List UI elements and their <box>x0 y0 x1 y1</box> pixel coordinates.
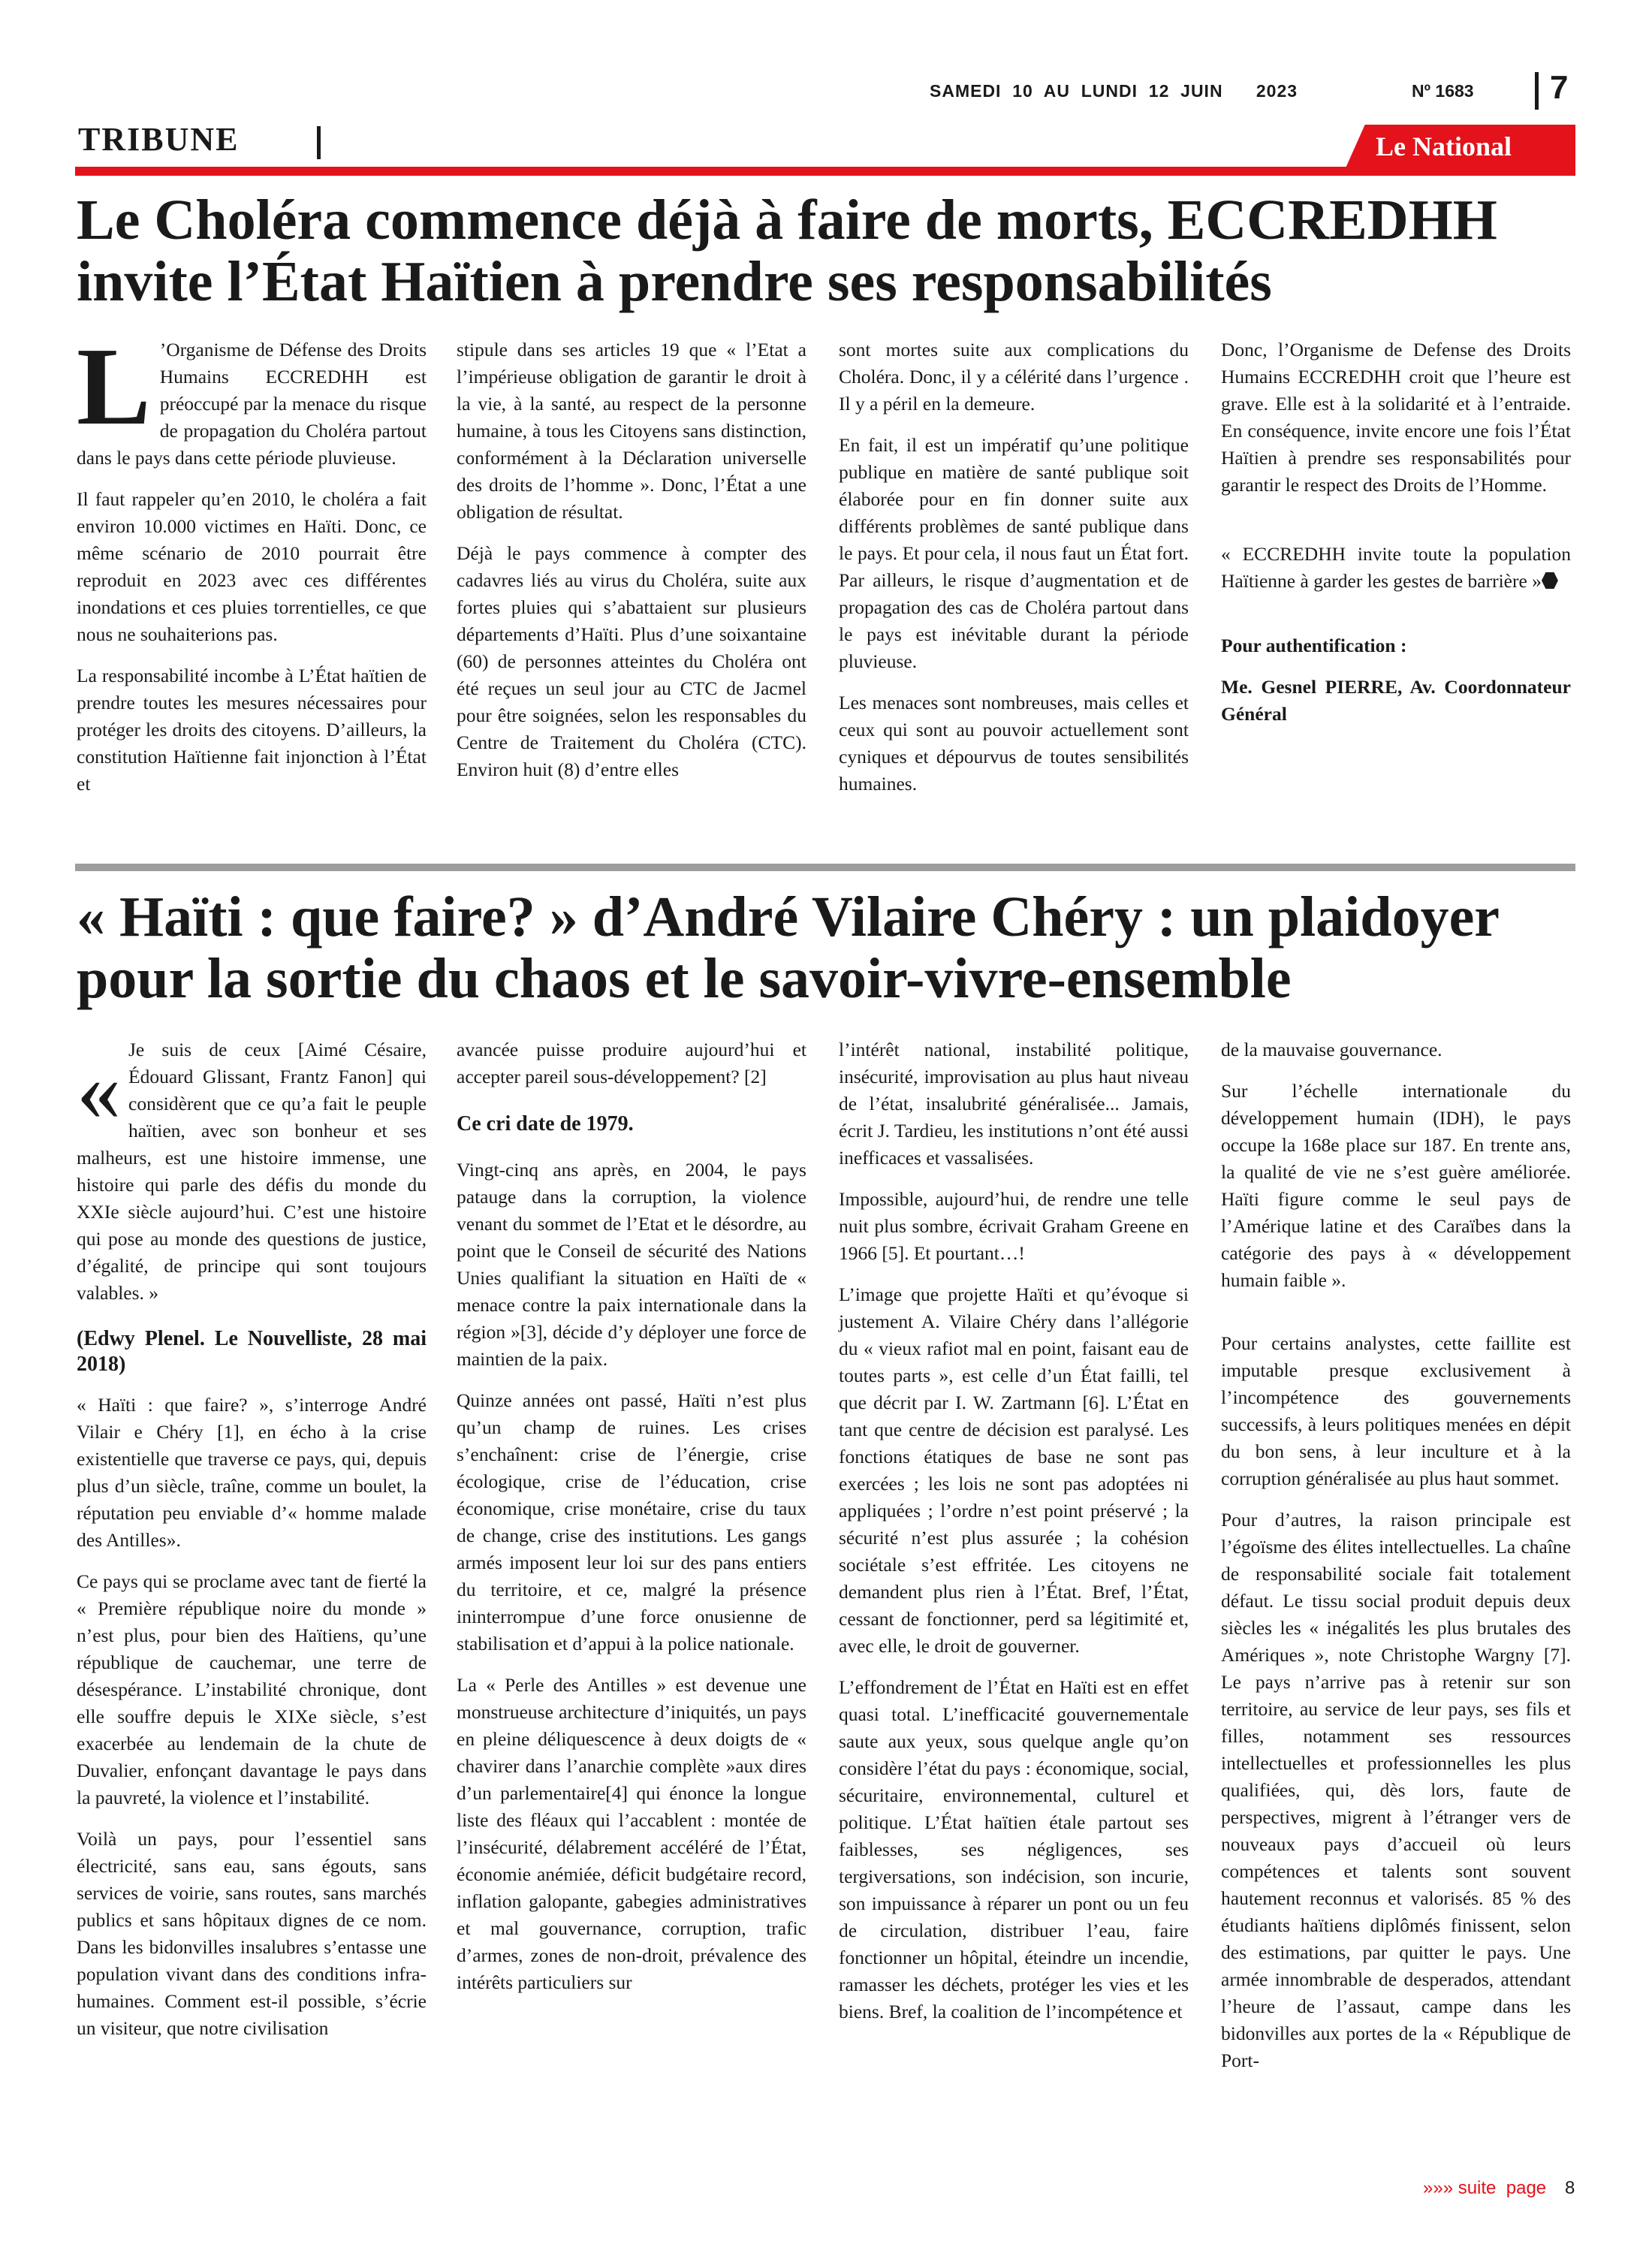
article-2-paragraph: l’intérêt national, instabilité politique, insécurité, improvisation au plus haut niveau de l’état, insalubrité généralisée... Jamais, écrit J. Tardieu, les institutions n’ont été aussi inefficaces et vassalisées. <box>839 1039 1189 1169</box>
section-divider <box>317 126 321 159</box>
article-2-paragraph: Ce pays qui se proclame avec tant de fierté la « Première république noire du monde » n’est plus, pour bien des Haïtiens, qu’une république de cauchemar, une terre de désespérance. L’instabilité chronique, dont elle souffre depuis le XIXe siècle, s’est exacerbée au lendemain de la chute de Duvalier, enfonçant davantage le pays dans la pauvreté, la violence et l’instabilité. <box>77 1570 427 1808</box>
epigraph-source: (Edwy Plenel. Le Nouvelliste, 28 mai 2018) <box>77 1327 427 1376</box>
quote-text: « ECCREDHH invite toute la population Haïtienne à garder les gestes de barrière » <box>1221 543 1571 592</box>
article-2-column-3 <box>839 1036 1189 2025</box>
article-1-paragraph <box>77 325 427 472</box>
article-2-column-1 <box>77 1036 427 2042</box>
article-2-headline: « Haïti : que faire? » d’André Vilaire Chéry : un plaidoyer pour la sortie du chaos et le savoir-vivre-ensemble <box>77 885 1499 1010</box>
issue-date: SAMEDI 10 AU LUNDI 12 JUIN 2023 <box>930 81 1298 101</box>
authentication-name: Me. Gesnel PIERRE, Av. Coordonnateur Général <box>1221 676 1571 725</box>
article-2-paragraph: Impossible, aujourd’hui, de rendre une telle nuit plus sombre, écrivait Graham Greene en 1966 [5]. Et pourtant…! <box>839 1188 1189 1264</box>
quote-drop-mark: « <box>77 1041 121 1139</box>
article-divider <box>75 864 1575 871</box>
article-2-paragraph: avancée puisse produire aujourd’hui et accepter pareil sous-développement? [2] <box>457 1039 806 1087</box>
article-2-paragraph: Voilà un pays, pour l’essentiel sans électricité, sans eau, sans égouts, sans services de voirie, sans routes, sans marchés publics et sans hôpitaux dignes de ce nom. Dans les bidonvilles insalubres s’entasse une population vivant dans des conditions infra-humaines. Comment est-il possible, s’écrie un visiteur, que notre civilisation <box>77 1828 427 2039</box>
issue-number: Nº 1683 <box>1412 81 1474 101</box>
article-2-paragraph: Vingt-cinq ans après, en 2004, le pays patauge dans la corruption, la violence venant du sommet de l’Etat et le désordre, au point que le Conseil de sécurité des Nations Unies qualifiant la situation en Haïti de « menace contre la paix internationale dans la région »[3], décide d’y déployer une force de maintien de la paix. <box>457 1159 806 1370</box>
article-2-subheading: Ce cri date de 1979. <box>457 1112 634 1136</box>
epigraph <box>77 1036 427 1307</box>
page-number: 7 <box>1550 69 1569 106</box>
article-1-column-1 <box>77 325 427 798</box>
article-1-paragraph: stipule dans ses articles 19 que « l’Etat a l’impérieuse obligation de garantir le droit à la vie, à la santé, au respect de la personne humaine, à tous les Citoyens sans distinction, conformément à la Déclaration universelle des droits de l’homme ». Donc, l’État a une obligation de résultat. <box>457 339 806 523</box>
newspaper-brand: Le National <box>1376 131 1512 161</box>
article-1-paragraph: Déjà le pays commence à compter des cadavres liés au virus du Choléra, suite aux fortes pluies qui s’abattaient sur plusieurs départements d’Haïti. Plus d’une soixantaine (60) de personnes atteintes du Choléra ont été reçues un seul jour au CTC de Jacmel pour être soignées, selon les responsables du Centre de Traitement du Choléra (CTC). Environ huit (8) d’entre elles <box>457 542 806 780</box>
paragraph-text: ’Organisme de Défense des Droits Humains ECCREDHH est préoccupé par la menace du risque de propagation du Choléra partout dans le pays dans cette période pluvieuse. <box>77 339 427 469</box>
article-1-paragraph: Il faut rappeler qu’en 2010, le choléra a fait environ 10.000 victimes en Haïti. Donc, ce même scénario de 2010 pourrait être reproduit en 2023 avec ces différentes inondations et ces pluies torrentielles, ce que nous ne souhaiterions pas. <box>77 488 427 645</box>
article-1-headline: Le Choléra commence déjà à faire de morts, ECCREDHH invite l’État Haïtien à prendre ses responsabilités <box>77 189 1497 313</box>
continued-on-label: »»» suite page <box>1423 2178 1547 2198</box>
article-2-paragraph: Sur l’échelle internationale du développement humain (IDH), le pays occupe la 168e place sur 187. En trente ans, la qualité de vie ne s’est guère améliorée. Haïti figure comme le seul pays de l’Amérique latine et des Caraïbes dans la catégorie des pays à « développement humain faible ». <box>1221 1080 1571 1291</box>
end-mark-icon <box>1542 572 1558 589</box>
article-1-paragraph: En fait, il est un impératif qu’une politique publique en matière de santé publique soit élaborée pour en fin donner suite aux différents problèmes de santé publique dans le pays. Et pour cela, il nous faut un État fort. Par ailleurs, le risque d’augmentation et de propagation des cas de Choléra partout dans le pays est inévitable durant la période pluvieuse. <box>839 434 1189 672</box>
article-1-column-3 <box>839 336 1189 798</box>
article-1-paragraph: sont mortes suite aux complications du Choléra. Donc, il y a célérité dans l’urgence . Il y a péril en la demeure. <box>839 339 1189 415</box>
authentication-label: Pour authentification : <box>1221 635 1407 656</box>
article-1-paragraph: La responsabilité incombe à L’État haïtien de prendre toutes les mesures nécessaires pour protéger les droits des citoyens. D’ailleurs, la constitution Haïtienne fait injonction à l’État et <box>77 665 427 795</box>
article-1-quote <box>1221 541 1571 595</box>
epigraph-text: Je suis de ceux [Aimé Césaire, Édouard Glissant, Frantz Fanon] qui considèrent que ce qu’a fait le peuple haïtien, avec son bonheur et ses malheurs, est une histoire immense, une histoire qui parle des défis du monde du XXIe siècle aujourd’hui. C’est une histoire qui pose au monde des questions de justice, d’égalité, de principe qui sont toujours valables. » <box>77 1039 427 1304</box>
article-1-paragraph: Donc, l’Organisme de Defense des Droits Humains ECCREDHH croit que l’heure est grave. Elle est à la solidarité et à l’entraide. En conséquence, invite encore une fois l’État Haïtien à prendre ses responsabilités pour garantir le respect des Droits de l’Homme. <box>1221 339 1571 496</box>
article-2-paragraph: L’effondrement de l’État en Haïti est en effet quasi total. L’inefficacité gouvernementale saute aux yeux, sous quelque angle qu’on considère l’état du pays : économique, social, sécuritaire, environnemental, culturel et politique. L’État haïtien étale partout ses faiblesses, ses négligences, ses tergiversations, son indécision, son incurie, son impuissance à réparer un pont ou un feu de circulation, distribuer l’eau, faire fonctionner un hôpital, éteindre un incendie, ramasser les déchets, protéger les vies et les biens. Bref, la coalition de l’incompétence et <box>839 1676 1189 2022</box>
article-2-paragraph: Quinze années ont passé, Haïti n’est plus qu’un champ de ruines. Les crises s’enchaînent: crise de l’énergie, crise écologique, crise de l’éducation, crise économique, crise monétaire, crise du taux de change, crise des institutions. Les gangs armés imposent leur loi sur des pans entiers du territoire, et ce, malgré la présence ininterrompue d’une force onusienne de stabilisation et d’appui à la police nationale. <box>457 1389 806 1654</box>
article-1-paragraph: Les menaces sont nombreuses, mais celles et ceux qui sont au pouvoir actuellement sont cyniques et dépourvus de toutes sensibilités humaines. <box>839 692 1189 795</box>
article-2-paragraph: Pour d’autres, la raison principale est l’égoïsme des élites intellectuelles. La chaîne de responsabilité sociale fait totalement défaut. Le tissu social produit depuis deux siècles les « inégalités les plus brutales des Amériques », note Christophe Wargny [7]. Le pays n’arrive pas à retenir sur son territoire, au service de leur pays, ses fils et filles, notamment ses ressources intellectuelles et professionnelles les plus qualifiées, qui, dès lors, faute de perspectives, migrent à l’étranger vers de nouveaux pays d’accueil où leurs compétences et talents sont souvent hautement reconnus et valorisés. 85 % des étudiants haïtiens diplômés finissent, selon des estimations, par quitter le pays. Une armée innombrable de desperados, attendant l’heure de l’assaut, campe dans les bidonvilles aux portes de la « République de Port- <box>1221 1509 1571 2071</box>
article-2-paragraph: L’image que projette Haïti et qu’évoque si justement A. Vilaire Chéry dans l’allégorie du « vieux rafiot mal en point, faisant eau de toutes parts », est celle d’un État failli, tel que décrit par I. W. Zartmann [6]. L’État en tant que centre de décision est paralysé. Les fonctions étatiques de base ne sont pas exercées ; les lois ne sont pas adoptées ni appliquées ; l’ordre n’est point préservé ; la sécurité n’est plus assurée ; la cohésion sociétale s’est effritée. Les citoyens ne demandent plus rien à l’État. Bref, l’État, cessant de fonctionner, perd sa légitimité et, avec elle, le droit de gouverner. <box>839 1283 1189 1657</box>
article-2-paragraph: La « Perle des Antilles » est devenue une monstrueuse architecture d’iniquités, un pays en pleine déliquescence à deux doigts de « chavirer dans l’anarchie complète »aux dires d’un parlementaire[4] qui énonce la longue liste des fléaux qui l’accablent : montée de l’insécurité, délabrement accéléré de l’État, économie anémiée, déficit budgétaire record, inflation galopante, gabegies administratives et mal gouvernance, corruption, trafic d’armes, zones de non-droit, prévalence des intérêts particuliers sur <box>457 1674 806 1993</box>
page-number-divider <box>1535 72 1539 110</box>
article-2-column-4 <box>1221 1036 1571 2074</box>
article-2-paragraph: « Haïti : que faire? », s’interroge André Vilair e Chéry [1], en écho à la crise existentielle que traverse ce pays, qui, depuis plus d’un siècle, traîne, comme un boulet, la réputation peu enviable d’« homme malade des Antilles». <box>77 1394 427 1551</box>
article-2-paragraph: de la mauvaise gouvernance. <box>1221 1039 1442 1060</box>
drop-cap: L <box>77 325 151 448</box>
continued-page-number: 8 <box>1565 2178 1575 2198</box>
article-1-column-2 <box>457 336 806 783</box>
article-1-column-4 <box>1221 336 1571 728</box>
article-2-paragraph: Pour certains analystes, cette faillite est imputable presque exclusivement à l’incompétence des gouvernements successifs, à leurs politiques menées en dépit du bon sens, à leur inculture et à la corruption généralisée au plus haut sommet. <box>1221 1332 1571 1489</box>
section-title: TRIBUNE <box>78 121 240 158</box>
article-2-column-2 <box>457 1036 806 1996</box>
